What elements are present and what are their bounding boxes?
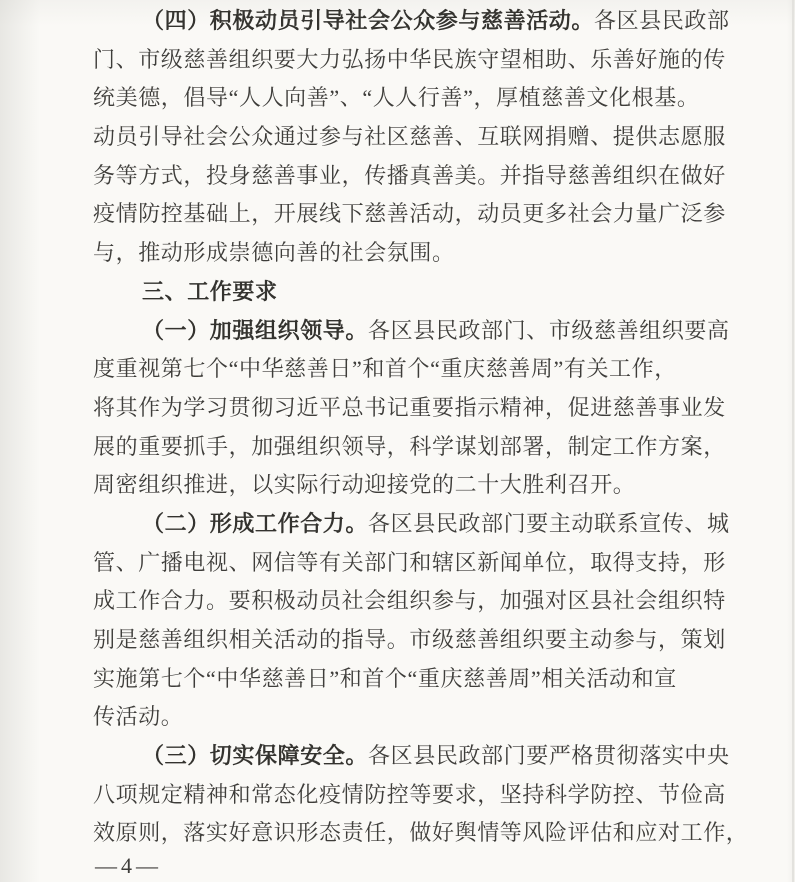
text-segment-bold: （一）加强组织领导。 [142, 317, 369, 343]
text-segment-bold: （二）形成工作合力。 [142, 510, 369, 536]
text-segment: 疫情防控基础上，开展线下慈善活动，动员更多社会力量广泛参 [93, 201, 726, 227]
text-segment: 周密组织推进，以实际行动迎接党的二十大胜利召开。 [93, 472, 636, 498]
text-segment: 将其作为学习贯彻习近平总书记重要指示精神，促进慈善事业发 [93, 394, 726, 420]
page-number: —4— [95, 853, 162, 878]
text-line [93, 660, 727, 699]
text-segment: 动员引导社会公众通过参与社区慈善、互联网捐赠、提供志愿服 [93, 124, 726, 150]
text-segment: 实施第七个“中华慈善日”和首个“重庆慈善周”相关活动和宣 [93, 665, 677, 691]
text-segment: 统美德，倡导“人人向善”、“人人行善”，厚植慈善文化根基。 [93, 85, 700, 111]
text-segment: 管、广播电视、网信等有关部门和辖区新闻单位，取得支持，形 [93, 549, 726, 575]
text-line [93, 389, 727, 428]
text-line [93, 544, 727, 583]
text-segment: 度重视第七个“中华慈善日”和首个“重庆慈善周”有关工作， [93, 356, 677, 382]
text-line [93, 621, 727, 660]
text-segment: 成工作合力。要积极动员社会组织参与，加强对区县社会组织特 [93, 588, 726, 614]
text-line [93, 505, 730, 544]
text-segment: 八项规定精神和常态化疫情防控等要求，坚持科学防控、节俭高 [93, 781, 726, 807]
text-line [93, 814, 749, 853]
text-line [93, 428, 727, 467]
text-segment-bold: （四）积极动员引导社会公众参与慈善活动。 [142, 8, 595, 33]
text-line [93, 157, 727, 196]
text-segment: 与，推动形成崇德向善的社会氛围。 [93, 240, 455, 266]
text-segment: 别是慈善组织相关活动的指导。市级慈善组织要主动参与，策划 [93, 627, 726, 652]
text-segment: 各区县民政部门、市级慈善组织要高 [368, 317, 730, 343]
text-line [93, 312, 730, 351]
text-line [93, 118, 727, 157]
text-line [93, 2, 730, 41]
text-segment: 门、市级慈善组织要大力弘扬中华民族守望相助、乐善好施的传 [93, 46, 726, 72]
text-segment: 效原则，落实好意识形态责任，做好舆情等风险评估和应对工作， [93, 820, 749, 846]
text-line [93, 776, 727, 815]
text-segment-bold: （三）切实保障安全。 [142, 743, 369, 769]
document-body [93, 2, 749, 853]
text-segment: 传活动。 [93, 704, 184, 730]
text-line [93, 234, 727, 273]
text-line [93, 350, 727, 389]
text-line [93, 195, 727, 234]
text-segment-bold: 三、工作要求 [142, 278, 278, 304]
text-segment: 各区县民政部门要主动联系宣传、城 [368, 510, 730, 536]
scan-edge-line [792, 0, 794, 882]
text-segment: 各区县民政部 [594, 8, 730, 33]
text-line [93, 466, 727, 505]
text-line [93, 79, 727, 118]
text-segment: 务等方式，投身慈善事业，传播真善美。并指导慈善组织在做好 [93, 162, 726, 188]
text-line [93, 41, 727, 80]
text-segment: 展的重要抓手，加强组织领导，科学谋划部署，制定工作方案， [93, 433, 726, 459]
text-line [93, 698, 727, 737]
text-line [93, 582, 727, 621]
text-segment: 各区县民政部门要严格贯彻落实中央 [368, 743, 730, 769]
text-line [93, 737, 730, 776]
text-line [93, 273, 727, 312]
